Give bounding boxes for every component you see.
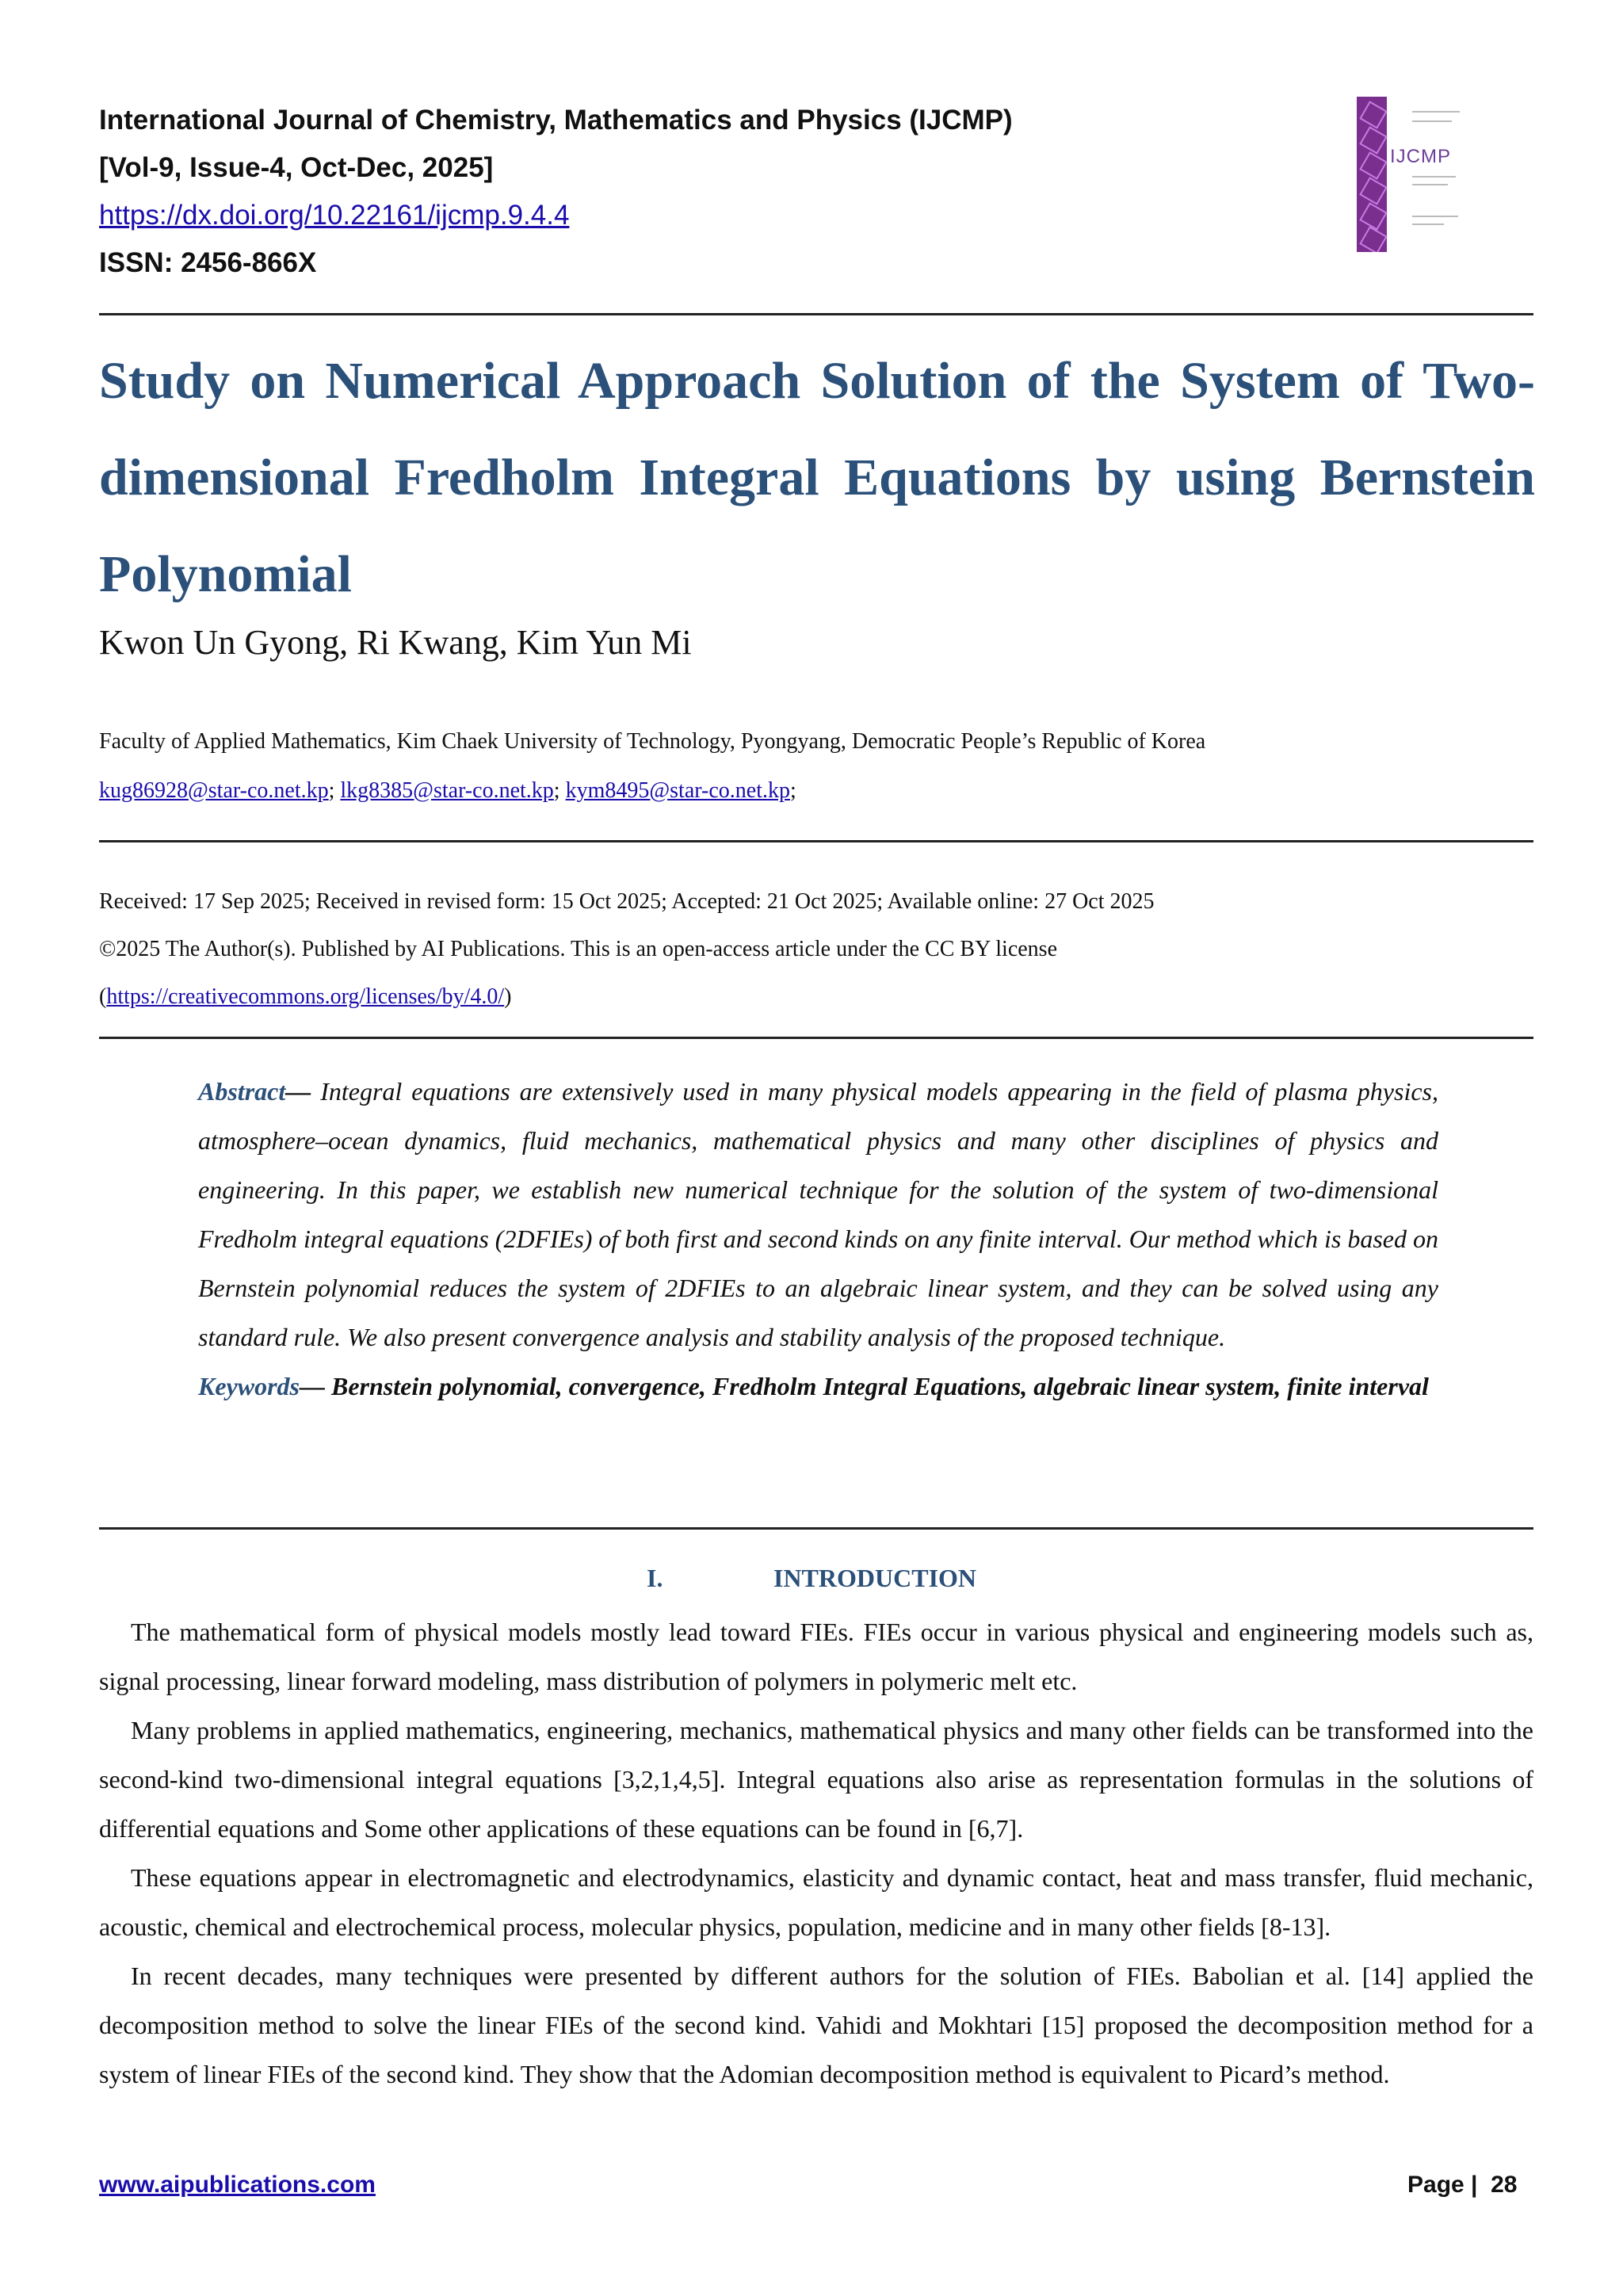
abstract-label: Abstract	[198, 1077, 286, 1106]
dates-divider	[99, 1037, 1533, 1039]
journal-cover-thumbnail	[1357, 97, 1469, 252]
section-title: INTRODUCTION	[773, 1564, 977, 1592]
date-line: Received: 17 Sep 2025; Received in revised form: 15 Oct 2025; Accepted: 21 Oct 2025; Available online: 27 Oct 2025	[99, 889, 1155, 914]
paragraph: Many problems in applied mathematics, engineering, mechanics, mathematical physics and many other fields can be transformed into the second-kind two-dimensional integral equations [3,2,1,4,5]. Integral equations also arise as representation formulas in the solutions of differential equations and Some other applications of these equations can be found in [6,7].	[99, 1716, 1533, 1843]
journal-logo: IJCMP	[1390, 146, 1451, 167]
email-link[interactable]: kug86928@star-co.net.kp	[99, 778, 329, 803]
section-heading	[0, 1564, 1623, 1593]
page-number: Page | 28	[1407, 2172, 1518, 2198]
paragraph: These equations appear in electromagnetic and electrodynamics, elasticity and dynamic contact, heat and mass transfer, fluid mechanic, acoustic, chemical and electrochemical process, molecular physics, population, medicine and in many other fields [8-13].	[99, 1863, 1533, 1941]
author-list: Kwon Un Gyong, Ri Kwang, Kim Yun Mi	[99, 623, 692, 662]
email-link[interactable]: lkg8385@star-co.net.kp	[340, 778, 554, 803]
paragraph: The mathematical form of physical models mostly lead toward FIEs. FIEs occur in various physical and engineering models such as, signal processing, linear forward modeling, mass distribution of polymers in polymeric melt etc.	[99, 1618, 1533, 1695]
issn: ISSN: 2456-866X	[99, 247, 317, 278]
introduction-body	[99, 1607, 1533, 2099]
email-link[interactable]: kym8495@star-co.net.kp	[565, 778, 790, 803]
abstract-divider	[99, 1527, 1533, 1530]
keywords-label: Keywords	[198, 1372, 300, 1400]
doi-link[interactable]: https://dx.doi.org/10.22161/ijcmp.9.4.4	[99, 200, 570, 231]
journal-issue: [Vol-9, Issue-4, Oct-Dec, 2025]	[99, 152, 494, 183]
email-list: kug86928@star-co.net.kp; lkg8385@star-co.net.kp; kym8495@star-co.net.kp;	[99, 778, 796, 803]
license-link[interactable]: https://creativecommons.org/licenses/by/4.0/	[106, 984, 505, 1009]
header-divider	[99, 313, 1533, 315]
publication-dates: Received: 17 Sep 2025; Received in revised form: 15 Oct 2025; Accepted: 21 Oct 2025; Available online: 27 Oct 2025 ©2025 The Author(s). Published by AI Publications. This is an open-access article under the CC BY license (https://creativecommons.org/licenses/by/4.0/)	[99, 878, 1155, 1021]
publisher-website-link[interactable]: www.aipublications.com	[99, 2172, 376, 2198]
journal-name: International Journal of Chemistry, Mathematics and Physics (IJCMP)	[99, 105, 1013, 136]
journal-header	[99, 97, 1288, 287]
affiliation-divider	[99, 840, 1533, 842]
article-title: Study on Numerical Approach Solution of the System of Two-dimensional Fredholm Integral Equations by using Bernstein Polynomial	[99, 352, 1535, 603]
section-number: I.	[646, 1564, 663, 1592]
affiliation: Faculty of Applied Mathematics, Kim Chaek University of Technology, Pyongyang, Democratic People’s Republic of Korea	[99, 729, 1206, 754]
abstract-block: Abstract— Integral equations are extensively used in many physical models appearing in the field of plasma physics, atmosphere–ocean dynamics, fluid mechanics, mathematical physics and many other disciplines of physics and engineering. In this paper, we establish new numerical technique for the solution of the system of two-dimensional Fredholm integral equations (2DFIEs) of both first and second kinds on any finite interval. Our method which is based on Bernstein polynomial reduces the system of 2DFIEs to an algebraic linear system, and they can be solved using any standard rule. We also present convergence analysis and stability analysis of the proposed technique. Keywords— Bernstein polynomial, convergence, Fredholm Integral Equations, algebraic linear system, finite interval	[198, 1077, 1439, 1400]
license-line: ©2025 The Author(s). Published by AI Publications. This is an open-access article under the CC BY license	[99, 937, 1058, 961]
paragraph: In recent decades, many techniques were presented by different authors for the solution of FIEs. Babolian et al. [14] applied the decomposition method to solve the linear FIEs of the second kind. Vahidi and Mokhtari [15] proposed the decomposition method for a system of linear FIEs of the second kind. They show that the Adomian decomposition method is equivalent to Picard’s method.	[99, 1962, 1533, 2088]
abstract-text: Integral equations are extensively used in many physical models appearing in the field of plasma physics, atmosphere–ocean dynamics, fluid mechanics, mathematical physics and many other disciplines of physics and engineering. In this paper, we establish new numerical technique for the solution of the system of two-dimensional Fredholm integral equations (2DFIEs) of both first and second kinds on any finite interval. Our method which is based on Bernstein polynomial reduces the system of 2DFIEs to an algebraic linear system, and they can be solved using any standard rule. We also present convergence analysis and stability analysis of the proposed technique.	[198, 1077, 1439, 1351]
keywords-text: Bernstein polynomial, convergence, Fredholm Integral Equations, algebraic linear system, finite interval	[331, 1372, 1429, 1400]
